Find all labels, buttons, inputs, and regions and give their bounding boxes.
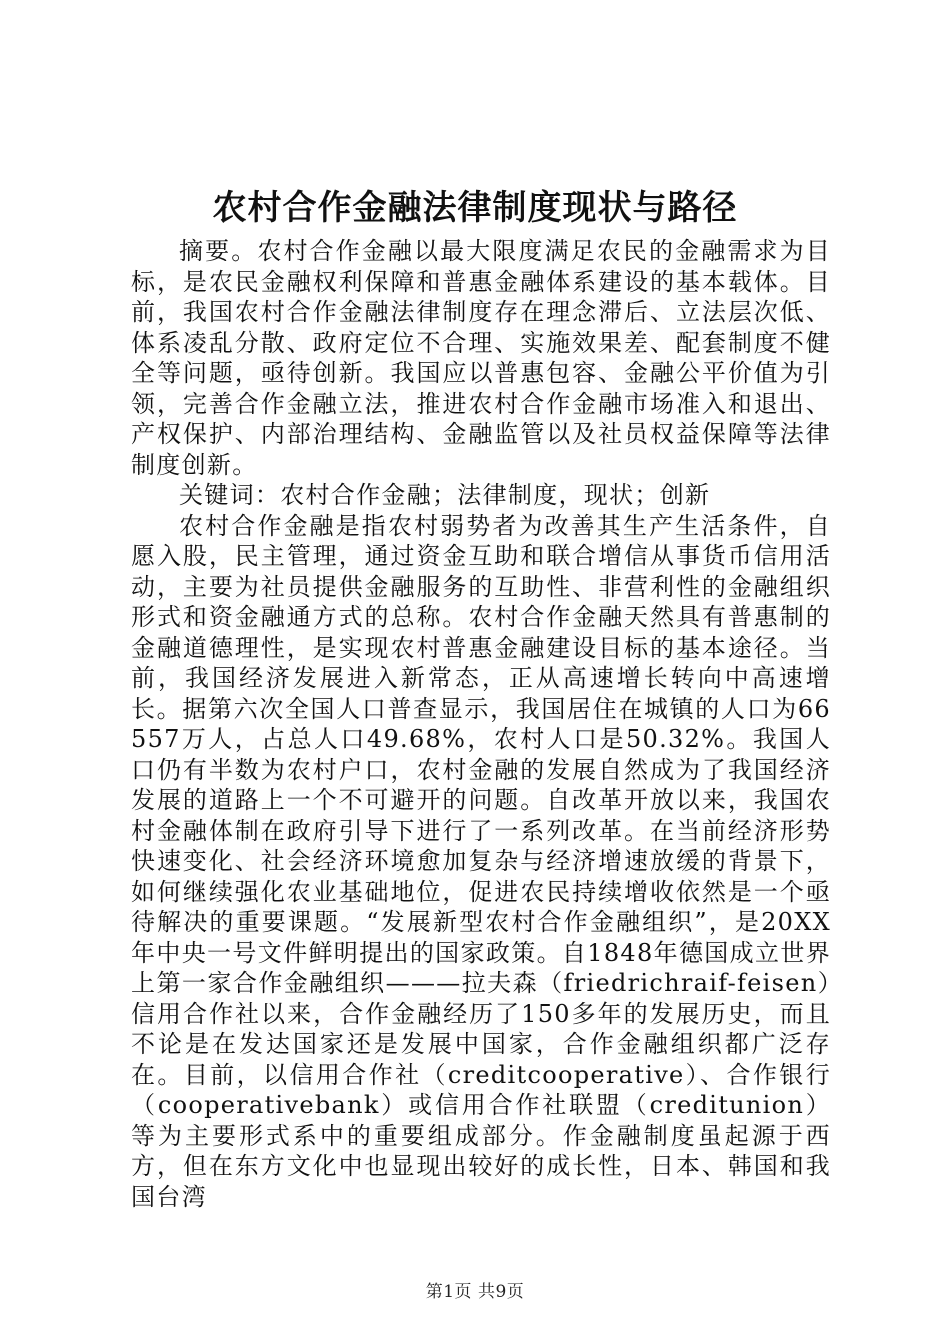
document-body (131, 236, 831, 1212)
body-paragraph: 农村合作金融是指农村弱势者为改善其生产生活条件，自愿入股，民主管理，通过资金互助和联合增信从事货币信用活动，主要为社员提供金融服务的互助性、非营利性的金融组织形式和资金融通方式的总称。农村合作金融天然具有普惠制的金融道德理性，是实现农村普惠金融建设目标的基本途径。当前，我国经济发展进入新常态，正从高速增长转向中高速增长。据第六次全国人口普查显示，我国居住在城镇的人口为66557万人，占总人口49.68%，农村人口是50.32%。我国人口仍有半数为农村户口，农村金融的发展自然成为了我国经济发展的道路上一个不可避开的问题。自改革开放以来，我国农村金融体制在政府引导下进行了一系列改革。在当前经济形势快速变化、社会经济环境愈加复杂与经济增速放缓的背景下，如何继续强化农业基础地位，促进农民持续增收依然是一个亟待解决的重要课题。“发展新型农村合作金融组织”，是20XX年中央一号文件鲜明提出的国家政策。自1848年德国成立世界上第一家合作金融组织———拉夫森（friedrichraif-feisen）信用合作社以来，合作金融经历了150多年的发展历史，而且不论是在发达国家还是发展中国家，合作金融组织都广泛存在。目前，以信用合作社（creditcooperative）、合作银行（cooperativebank）或信用合作社联盟（creditunion）等为主要形式系中的重要组成部分。作金融制度虽起源于西方，但在东方文化中也显现出较好的成长性，日本、韩国和我国台湾 (131, 511, 831, 1211)
keywords-paragraph: 关键词：农村合作金融；法律制度，现状；创新 (179, 481, 711, 509)
document-title: 农村合作金融法律制度现状与路径 (212, 188, 738, 228)
abstract-paragraph: 摘要。农村合作金融以最大限度满足农民的金融需求为目标，是农民金融权利保障和普惠金融体系建设的基本载体。目前，我国农村合作金融法律制度存在理念滞后、立法层次低、体系凌乱分散、政府定位不合理、实施效果差、配套制度不健全等问题，亟待创新。我国应以普惠包容、金融公平价值为引领，完善合作金融立法，推进农村合作金融市场准入和退出、产权保护、内部治理结构、金融监管以及社员权益保障等法律制度创新。 (131, 237, 831, 479)
page-number-footer: 第1页 共9页 (425, 1282, 525, 1302)
